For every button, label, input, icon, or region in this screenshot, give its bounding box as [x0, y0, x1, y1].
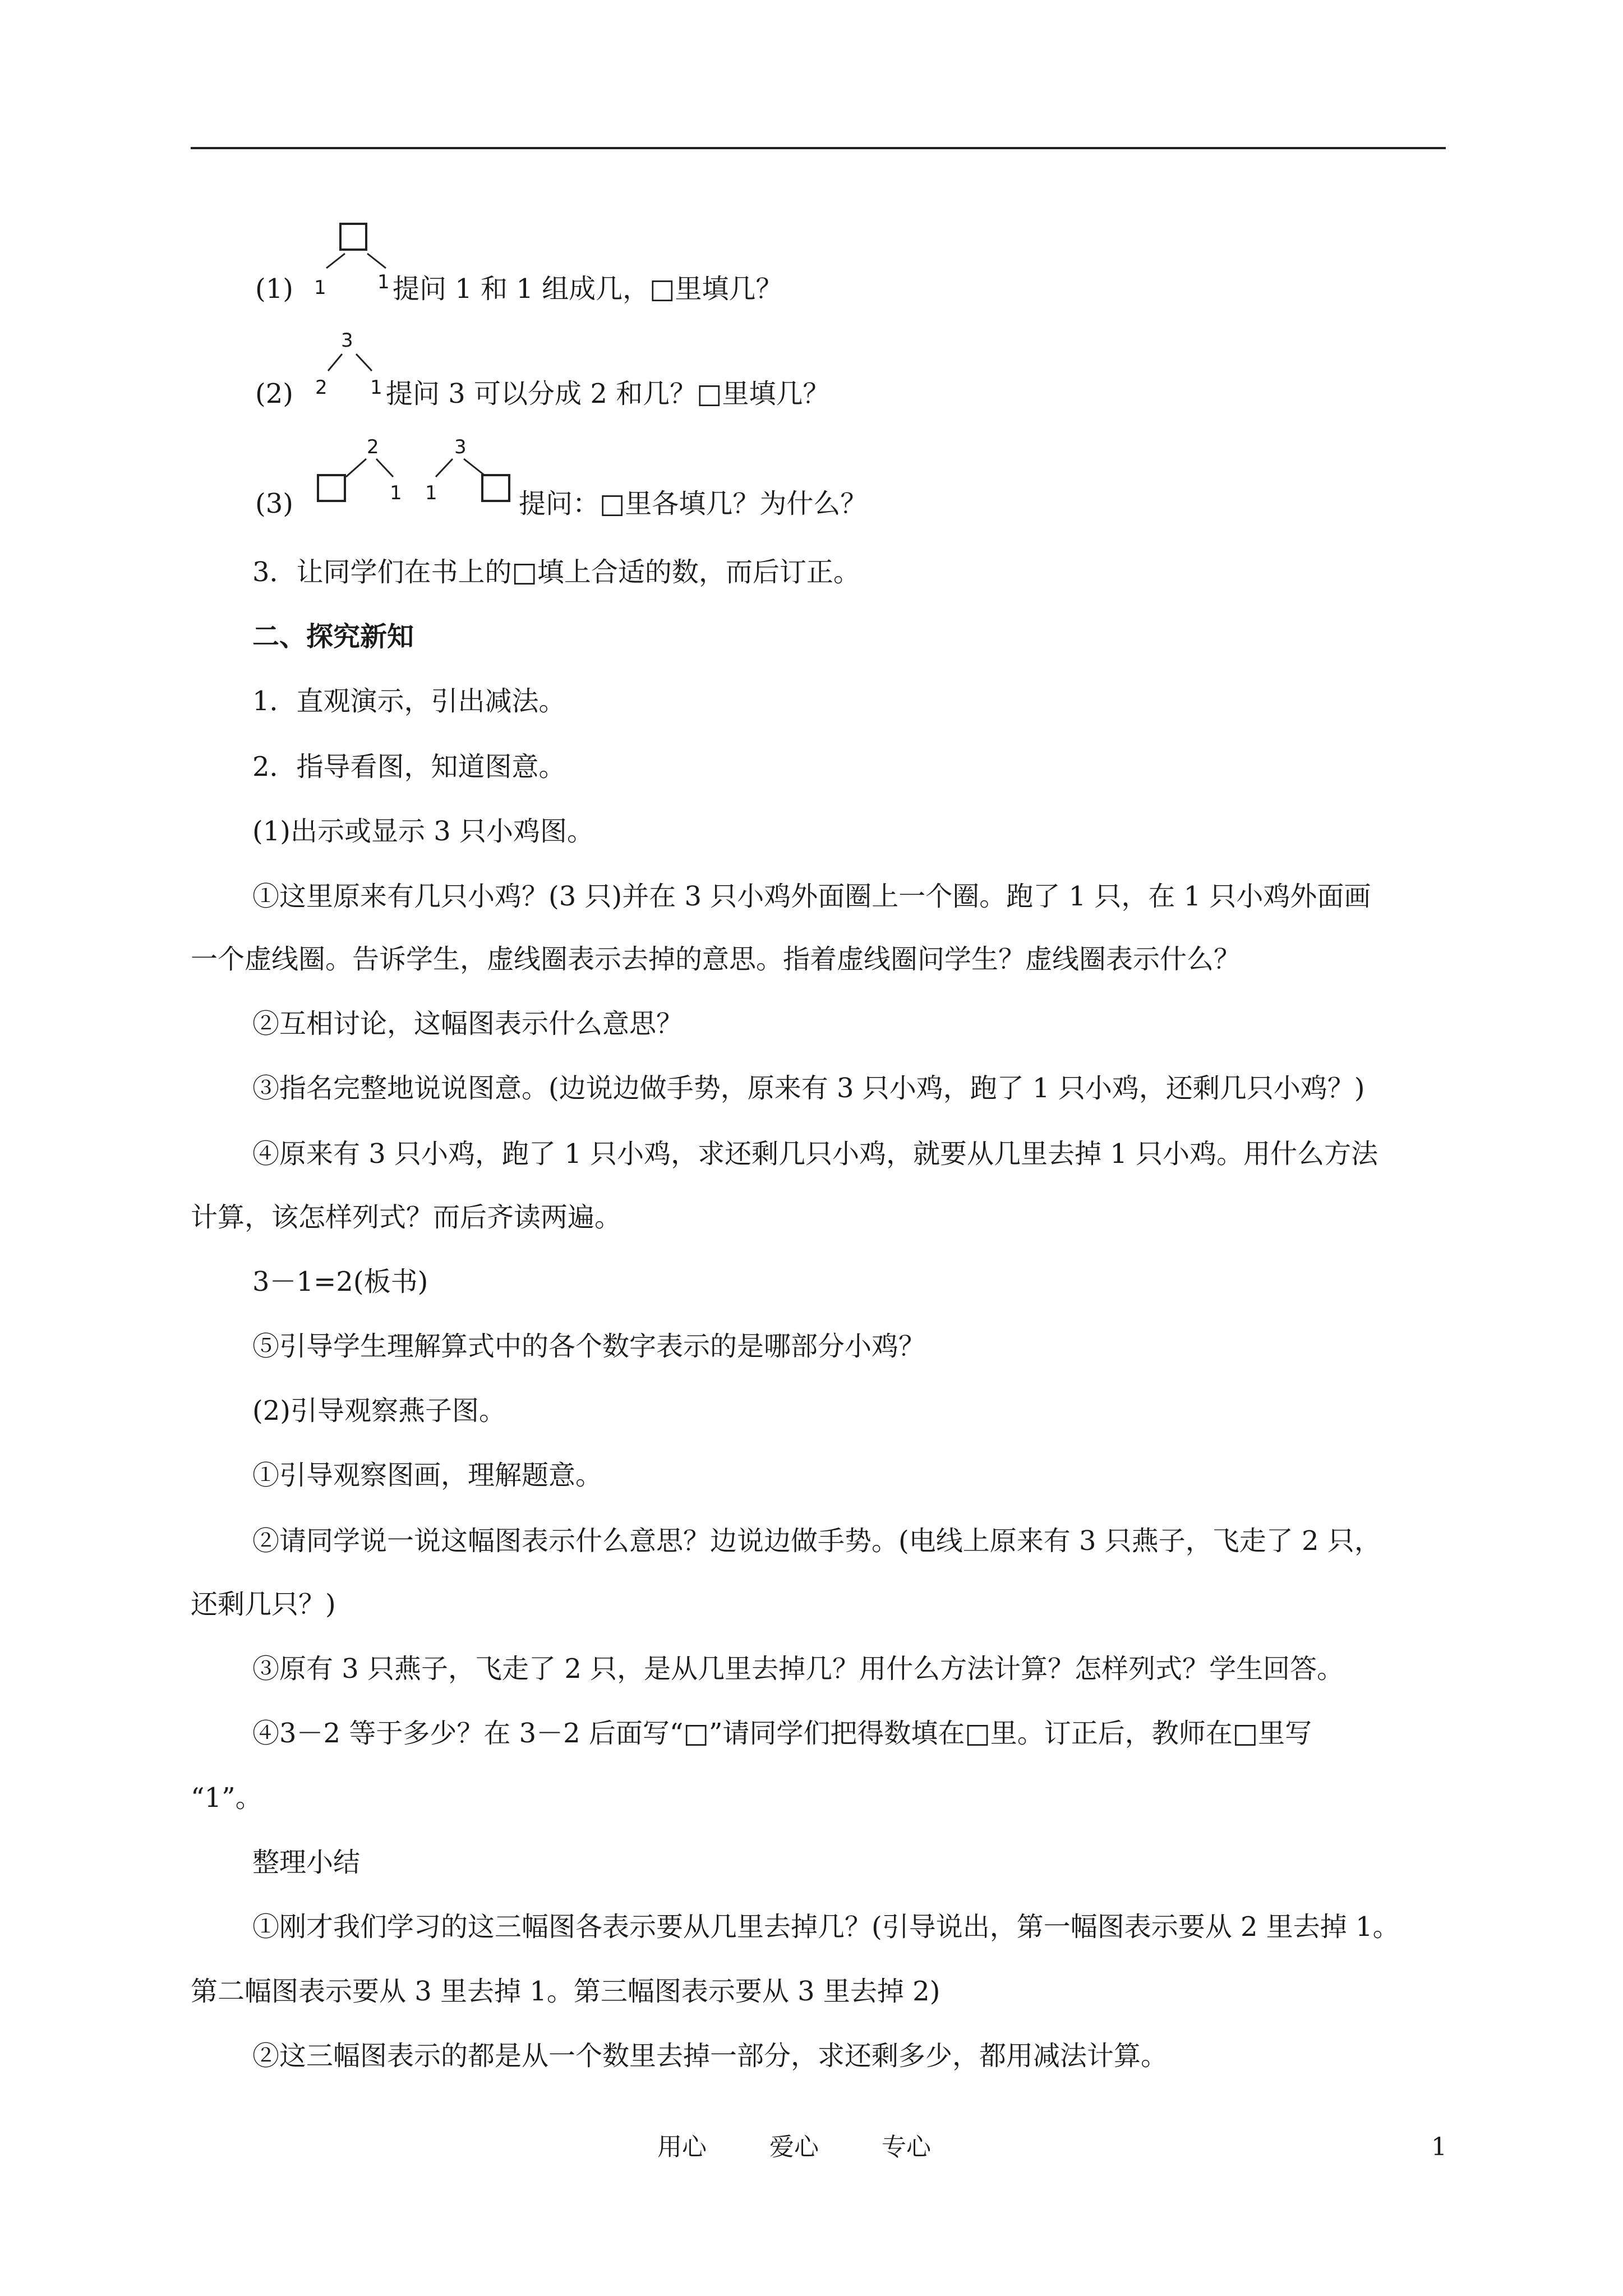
paragraph: ②这三幅图表示的都是从一个数里去掉一部分，求还剩多少，都用减法计算。 — [252, 2040, 1168, 2072]
paragraph: ①刚才我们学习的这三幅图各表示要从几里去掉几？(引导说出，第一幅图表示要从 2 里去掉 1。 — [252, 1911, 1400, 1943]
paragraph: 2．指导看图，知道图意。 — [252, 751, 566, 783]
paragraph: ⑤引导学生理解算式中的各个数字表示的是哪部分小鸡？ — [252, 1331, 926, 1362]
paragraph: ④3－2 等于多少？在 3－2 后面写“□”请同学们把得数填在□里。订正后，教师在□里写 — [252, 1718, 1312, 1749]
paragraph: ③指名完整地说说图意。(边说边做手势，原来有 3 只小鸡，跑了 1 只小鸡，还剩几只小鸡？) — [252, 1073, 1365, 1104]
problem-3-question: 提问：□里各填几？为什么？ — [519, 488, 868, 519]
whole-number: 3 — [454, 436, 467, 458]
paragraph: ②互相讨论，这幅图表示什么意思？ — [252, 1008, 684, 1039]
whole-number: 2 — [367, 436, 379, 458]
paragraph: 计算，该怎样列式？而后齐读两遍。 — [191, 1202, 622, 1233]
paragraph: ③原有 3 只燕子，飞走了 2 只，是从几里去掉几？用什么方法计算？怎样列式？学生回答。 — [252, 1653, 1344, 1685]
problem-1-label: (1) — [255, 273, 293, 305]
header-rule — [191, 147, 1446, 149]
paragraph: 1．直观演示，引出减法。 — [252, 685, 566, 717]
problem-3-label: (3) — [255, 488, 293, 519]
paragraph: 还剩几只？) — [191, 1589, 336, 1620]
footer-motto: 用心 — [657, 2133, 707, 2161]
problem-2-question: 提问 3 可以分成 2 和几？□里填几？ — [386, 378, 830, 409]
paragraph: ④原来有 3 只小鸡，跑了 1 只小鸡，求还剩几只小鸡，就要从几里去掉 1 只小鸡。用什么方法 — [252, 1138, 1378, 1170]
problem-1-question: 提问 1 和 1 组成几，□里填几？ — [393, 273, 783, 305]
paragraph: 3－1=2(板书) — [252, 1266, 428, 1297]
paragraph: ②请同学说一说这幅图表示什么意思？边说边做手势。(电线上原来有 3 只燕子，飞走了 2 只， — [252, 1525, 1381, 1557]
paragraph: ①这里原来有几只小鸡？(3 只)并在 3 只小鸡外面圈上一个圈。跑了 1 只，在 1 只小鸡外面画 — [252, 881, 1371, 912]
problem-2-label: (2) — [255, 378, 293, 409]
part-right: 1 — [390, 482, 402, 504]
page-number: 1 — [1431, 2133, 1447, 2161]
paragraph: 第二幅图表示要从 3 里去掉 1。第三幅图表示要从 3 里去掉 2) — [191, 1976, 940, 2007]
split-lines — [317, 351, 390, 376]
footer-motto: 爱心 — [769, 2133, 819, 2161]
paragraph: (1)出示或显示 3 只小鸡图。 — [252, 816, 594, 847]
part-right: 1 — [370, 376, 382, 399]
paragraph: 一个虚线圈。告诉学生，虚线圈表示去掉的意思。指着虚线圈问学生？虚线圈表示什么？ — [191, 944, 1241, 975]
subheading: 整理小结 — [252, 1847, 361, 1878]
part-left: 1 — [314, 277, 326, 299]
whole-number: 3 — [341, 329, 353, 352]
paragraph: “1”。 — [191, 1782, 262, 1814]
section-heading: 二、探究新知 — [252, 621, 414, 652]
part-left: 2 — [315, 376, 328, 399]
paragraph: 3．让同学们在书上的□填上合适的数，而后订正。 — [252, 556, 860, 588]
paragraph: ①引导观察图画，理解题意。 — [252, 1460, 603, 1491]
paragraph: (2)引导观察燕子图。 — [252, 1395, 506, 1427]
answer-box — [481, 474, 510, 502]
part-right: 1 — [377, 271, 390, 293]
footer-motto: 专心 — [882, 2133, 931, 2161]
answer-box — [317, 474, 346, 502]
part-left: 1 — [425, 482, 437, 504]
